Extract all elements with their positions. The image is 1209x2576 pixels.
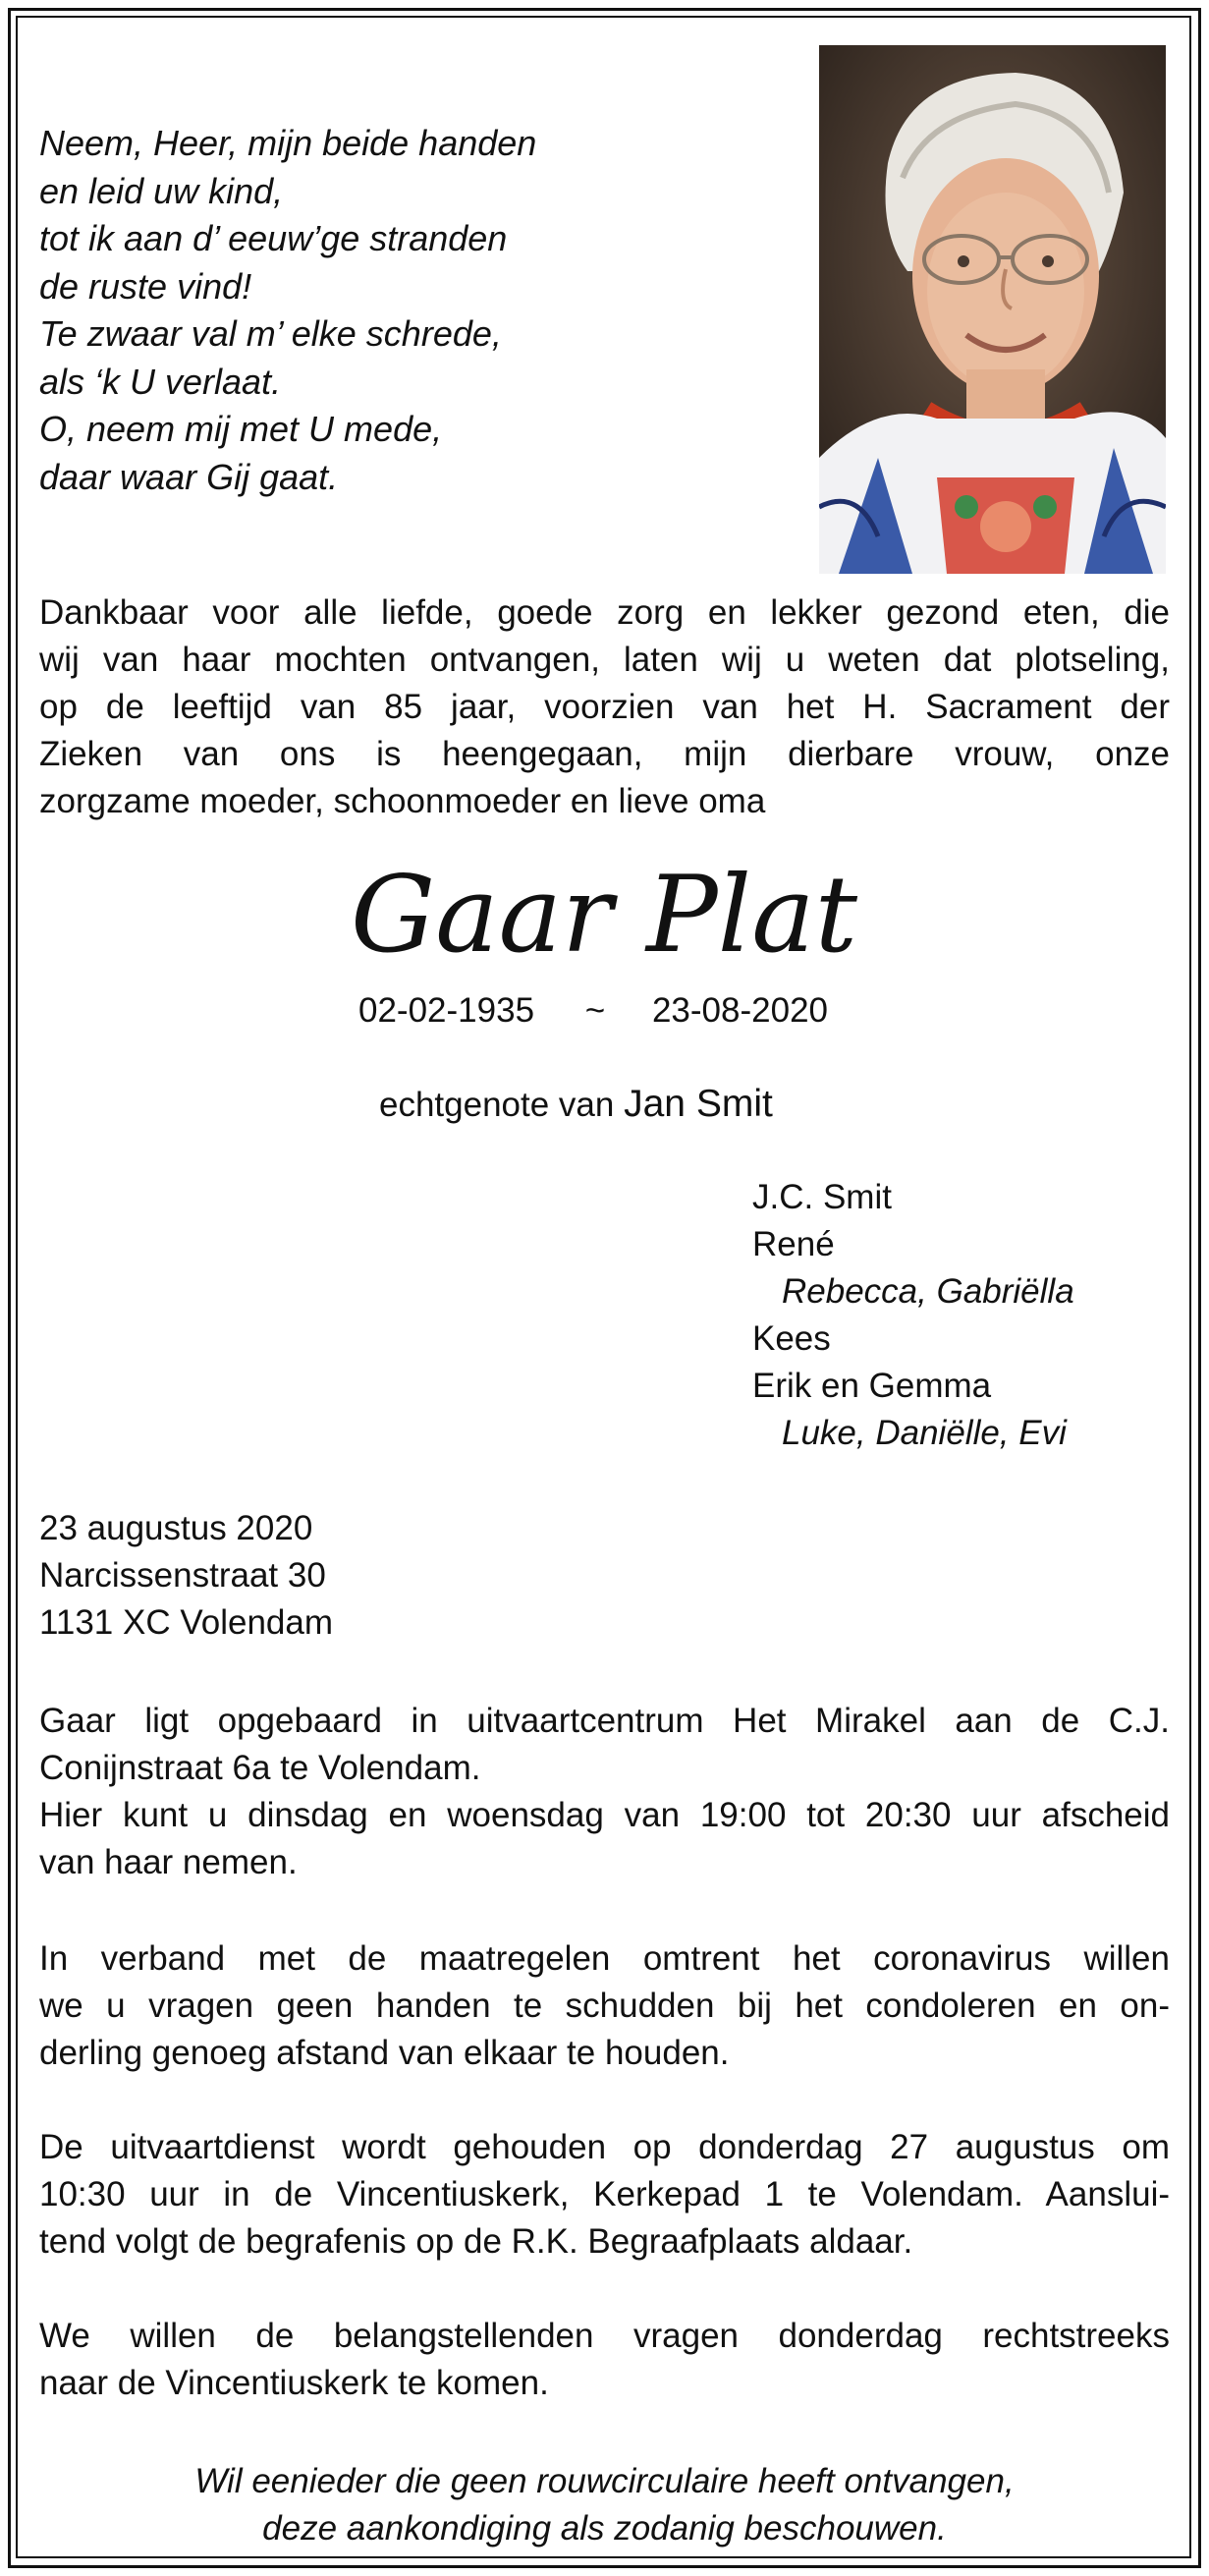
closing-line: Wil eenieder die geen rouwcirculaire heeft ontvangen, (194, 2462, 1015, 2500)
date-separator: ~ (584, 991, 606, 1030)
paragraph-line: Gaar ligt opgebaard in uitvaartcentrum Het Mirakel aan de C.J. (39, 1702, 1170, 1740)
address-city: 1131 XC Volendam (39, 1603, 334, 1642)
service-paragraph (39, 2124, 1170, 2266)
poem (39, 120, 786, 501)
family-member: Kees (752, 1319, 831, 1358)
poem-line: als ‘k U verlaat. (39, 361, 282, 402)
paragraph-line: we u vragen geen handen te schudden bij het condoleren en on- (39, 1987, 1170, 2025)
poem-line: tot ik aan d’ eeuw’ge stranden (39, 218, 508, 258)
portrait-photo (819, 45, 1166, 574)
paragraph-line: Conijnstraat 6a te Volendam. (39, 1749, 481, 1787)
grandchildren: Rebecca, Gabriëlla (782, 1272, 1074, 1311)
family-member: Erik en Gemma (752, 1367, 992, 1405)
closing-note (39, 2458, 1170, 2552)
address-street: Narcissenstraat 30 (39, 1556, 326, 1595)
spouse-name: Jan Smit (624, 1083, 773, 1125)
address-date: 23 augustus 2020 (39, 1509, 313, 1547)
poem-line: en leid uw kind, (39, 170, 284, 211)
poem-line: Te zwaar val m’ elke schrede, (39, 313, 502, 354)
corona-paragraph (39, 1935, 1170, 2077)
intro-text (39, 589, 1170, 825)
family-member: J.C. Smit (752, 1178, 892, 1216)
paragraph-line: De uitvaartdienst wordt gehouden op donderdag 27 augustus om (39, 2128, 1170, 2166)
closing-line: deze aankondiging als zodanig beschouwen. (262, 2509, 947, 2548)
death-date: 23-08-2020 (651, 991, 829, 1030)
paragraph-line: derling genoeg afstand van elkaar te houden. (39, 2034, 730, 2072)
paragraph-line: naar de Vincentiuskerk te komen. (39, 2364, 549, 2402)
paragraph-line: Hier kunt u dinsdag en woensdag van 19:00 tot 20:30 uur afscheid (39, 1796, 1170, 1834)
poem-line: O, neem mij met U mede, (39, 409, 443, 449)
poem-line: daar waar Gij gaat. (39, 456, 339, 497)
intro-line: op de leeftijd van 85 jaar, voorzien van het H. Sacrament der (39, 688, 1170, 726)
spouse-prefix: echtgenote van (379, 1086, 615, 1124)
paragraph-line: van haar nemen. (39, 1843, 298, 1881)
deceased-name-text: Gaar Plat (350, 854, 858, 977)
address-block (39, 1505, 333, 1647)
paragraph-line: 10:30 uur in de Vincentiuskerk, Kerkepad 1 te Volendam. Aanslui- (39, 2175, 1170, 2213)
life-dates (358, 987, 828, 1035)
grandchildren: Luke, Daniëlle, Evi (782, 1414, 1067, 1452)
family-member: René (752, 1225, 835, 1263)
viewing-paragraph (39, 1698, 1170, 1886)
poem-line: de ruste vind! (39, 265, 252, 307)
portrait-illustration (819, 45, 1166, 574)
intro-line: zorgzame moeder, schoonmoeder en lieve oma (39, 782, 766, 820)
family-list (752, 1174, 1165, 1457)
poem-line: Neem, Heer, mijn beide handen (39, 123, 537, 163)
paragraph-line: tend volgt de begrafenis op de R.K. Begraafplaats aldaar. (39, 2222, 913, 2261)
deceased-name (39, 825, 1170, 992)
paragraph-line: We willen de belangstellenden vragen donderdag rechtstreeks (39, 2317, 1170, 2355)
paragraph-line: In verband met de maatregelen omtrent het coronavirus willen (39, 1939, 1170, 1978)
intro-line: Dankbaar voor alle liefde, goede zorg en lekker gezond eten, die (39, 593, 1170, 632)
intro-line: wij van haar mochten ontvangen, laten wij u weten dat plotseling, (39, 641, 1170, 679)
intro-line: Zieken van ons is heengegaan, mijn dierbare vrouw, onze (39, 735, 1170, 773)
birth-date: 02-02-1935 (358, 991, 535, 1030)
spouse-line (379, 1081, 773, 1129)
church-paragraph (39, 2313, 1170, 2407)
